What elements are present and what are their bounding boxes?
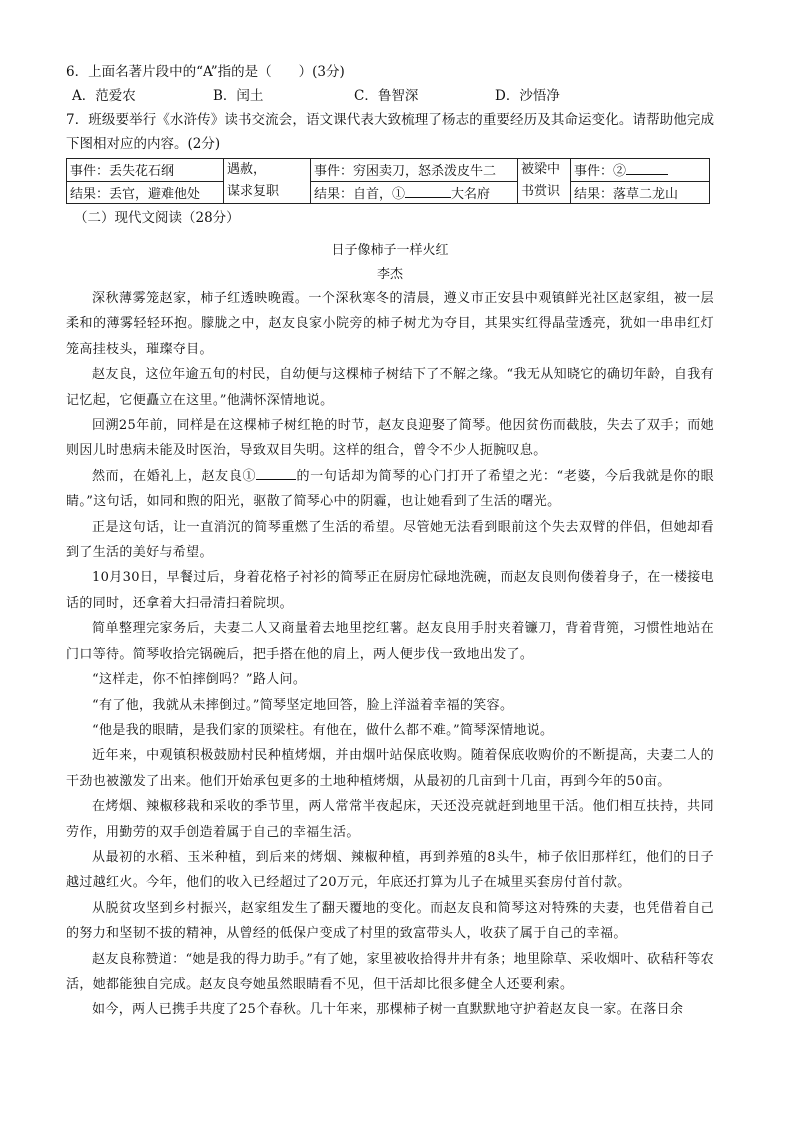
- blank-article-1[interactable]: [256, 467, 296, 480]
- blank-2[interactable]: [626, 162, 668, 175]
- exam-page: [66, 60, 714, 1023]
- cell-pardon-bottom: 谋求复职: [227, 184, 280, 199]
- paragraph: 从最初的水稻、玉米种植，到后来的烤烟、辣椒种植，再到养殖的8头牛，柿子依旧那样红，他们的日子越过越红火。今年，他们的收入已经超过了20万元，年底还打算为儿子在城里买套房付首付款。: [66, 849, 714, 891]
- article-title: 日子像柿子一样火红: [331, 243, 449, 258]
- article-author: 李杰: [376, 267, 403, 282]
- paragraph: 正是这句话，让一直消沉的简琴重燃了生活的希望。尽管她无法看到眼前这个失去双臂的伴侣，但她却看到了生活的美好与希望。: [66, 519, 714, 561]
- article-body: [66, 286, 714, 1023]
- cell-result-3-pre: 结果：自首，①: [314, 186, 406, 202]
- yang-zhi-experience-table: [66, 158, 710, 204]
- cell-pardon-top: 遇赦，: [227, 162, 267, 177]
- option-c: C．鲁智深: [354, 88, 419, 104]
- cell-event-5-label: 事件：②: [574, 164, 627, 180]
- paragraph: [66, 464, 714, 515]
- paragraph: 赵友良称赞道：“她是我的得力助手。”有了她，家里被收拾得井井有条；地里除草、采收烟叶、砍秸秆等农活，她都能独自完成。赵友良夸她虽然眼睛看不见，但干活却比很多健全人还要利索。: [66, 951, 714, 992]
- cell-result-3: [311, 181, 518, 204]
- paragraph: 深秋薄雾笼赵家，柿子红透映晚霞。一个深秋寒冬的清晨，遵义市正安县中观镇鲜光社区赵家组，被一层柔和的薄雾轻轻环抱。朦胧之中，赵友良家小院旁的柿子树尤为夺目，其果实红得晶莹透亮，犹如一串串红灯笼高挂枝头，璀璨夺目。: [66, 291, 714, 357]
- cell-pardon: [224, 159, 311, 204]
- section-heading: （二）现代文阅读（28分）: [74, 210, 240, 226]
- option-b: B．闰土: [213, 88, 264, 104]
- cell-result-5: 结果：落草二龙山: [571, 181, 710, 204]
- paragraph-part: 的一句话却为简琴的心门打开了希望之光：“老婆，今后我就是你的眼睛。”这句话，如同和煦的阳光，驱散了简琴心中的阴霾，也让她看到了生活的曙光。: [66, 468, 715, 510]
- option-a: A．范爱农: [72, 88, 136, 104]
- cell-event-3: 事件：穷困卖刀，怒杀泼皮牛二: [311, 159, 518, 182]
- paragraph: 赵友良，这位年逾五旬的村民，自幼便与这棵柿子树结下了不解之缘。“我无从知晓它的确切年龄，自我有记忆起，它便矗立在这里。”他满怀深情地说。: [66, 367, 714, 408]
- cell-result-1: 结果：丢官，避难他处: [67, 181, 224, 204]
- cell-appreciated-bottom: 书赏识: [521, 184, 561, 199]
- paragraph: 回溯25年前，同样是在这棵柿子树红艳的时节，赵友良迎娶了简琴。他因贫伤而截肢，失去了双手；而她则因儿时患病未能及时医治，导致双目失明。这样的组合，曾令不少人扼腕叹息。: [66, 418, 714, 459]
- blank-1[interactable]: [405, 185, 451, 198]
- question-7-stem: 7．班级要举行《水浒传》读书交流会，语文课代表大致梳理了杨志的重要经历及其命运变化。请帮助他完成下图相对应的内容。(2分): [66, 112, 714, 152]
- cell-event-1: 事件：丢失花石纲: [67, 159, 224, 182]
- cell-result-3-post: 大名府: [451, 186, 491, 202]
- cell-appreciated: [518, 159, 571, 204]
- paragraph: 在烤烟、辣椒移栽和采收的季节里，两人常常半夜起床，天还没亮就赶到地里干活。他们相互扶持，共同劳作，用勤劳的双手创造着属于自己的幸福生活。: [66, 799, 714, 840]
- paragraph: “他是我的眼睛，是我们家的顶梁柱。有他在，做什么都不难。”简琴深情地说。: [92, 722, 554, 738]
- paragraph: 简单整理完家务后，夫妻二人又商量着去地里挖红薯。赵友良用手肘夹着镰刀，背着背篼，习惯性地站在门口等待。简琴收拾完锅碗后，把手搭在他的肩上，两人便步伐一致地出发了。: [66, 621, 714, 662]
- paragraph: “有了他，我就从未摔倒过。”简琴坚定地回答，脸上洋溢着幸福的笑容。: [92, 697, 514, 713]
- paragraph: 从脱贫攻坚到乡村振兴，赵家组发生了翻天覆地的变化。而赵友良和简琴这对特殊的夫妻，也凭借着自己的努力和坚韧不拔的精神，从曾经的低保户变成了村里的致富带头人，收获了属于自己的幸福。: [66, 900, 714, 942]
- cell-event-5: [571, 159, 710, 182]
- paragraph: 10月30日，早餐过后，身着花格子衬衫的简琴正在厨房忙碌地洗碗，而赵友良则佝偻着身子，在一楼接电话的同时，还拿着大扫帚清扫着院坝。: [66, 570, 714, 611]
- question-6-options: [72, 84, 714, 108]
- paragraph: 如今，两人已携手共度了25个春秋。几十年来，那棵柿子树一直默默地守护着赵友良一家。在落日余: [92, 1002, 684, 1018]
- option-d: D．沙悟净: [495, 88, 560, 104]
- paragraph: 近年来，中观镇积极鼓励村民种植烤烟，并由烟叶站保底收购。随着保底收购价的不断提高，夫妻二人的干劲也被激发了出来。他们开始承包更多的土地种植烤烟，从最初的几亩到十几亩，再到今年的50亩。: [66, 748, 714, 789]
- question-6-stem: 6．上面名著片段中的“A”指的是（ ）(3分): [66, 64, 345, 80]
- paragraph-part: 然而，在婚礼上，赵友良①: [92, 468, 257, 484]
- paragraph: “这样走，你不怕摔倒吗？”路人问。: [92, 672, 307, 688]
- cell-appreciated-top: 被梁中: [521, 162, 561, 177]
